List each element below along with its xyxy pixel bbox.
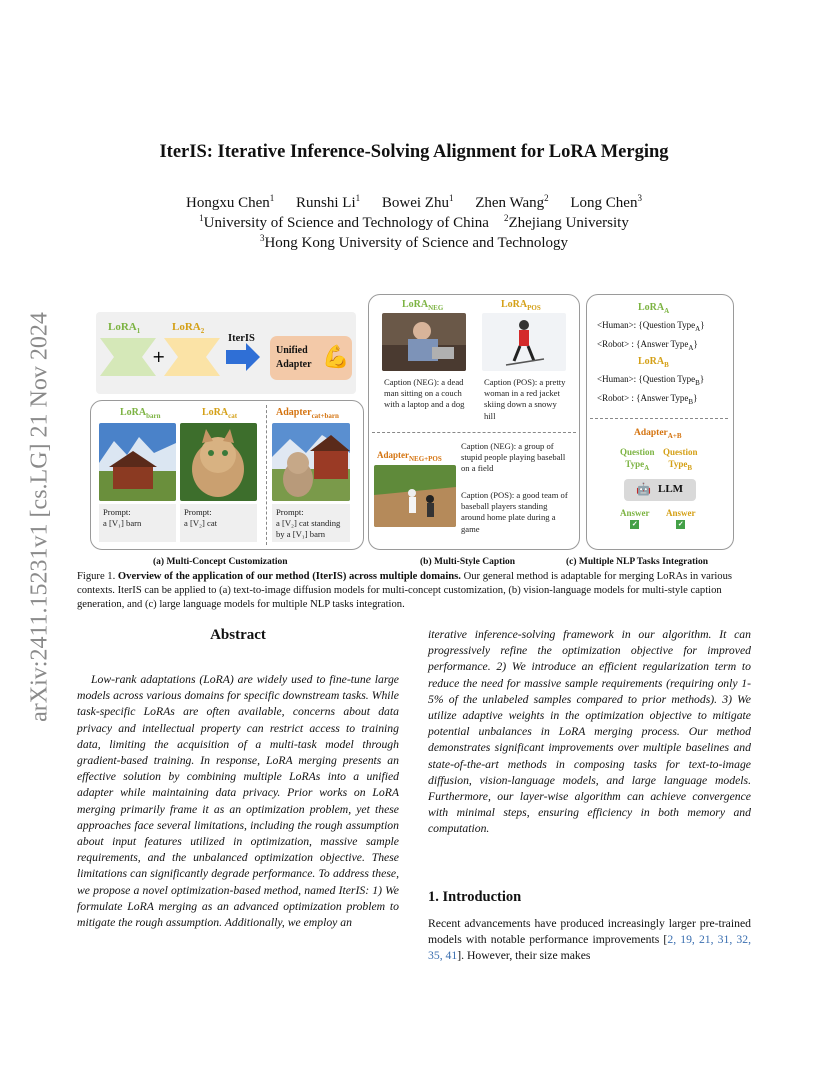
check-icon: ✓	[631, 520, 638, 528]
lora-barn-label: LoRA$_{barn}$	[120, 407, 161, 420]
cat-image	[180, 423, 257, 501]
prompt-cat: Prompt: a [V₂] cat	[180, 504, 257, 542]
unified-adapter-box	[270, 336, 352, 380]
introduction-body: Recent advancements have produced increasingly larger pre-trained models with notable performance improvements [2, 19, 21, 31, 32, 35, 41]. However, their size makes	[428, 917, 752, 963]
abstract-heading: Abstract	[210, 627, 266, 643]
abstract-body: Low-rank adaptations (LoRA) are widely used to fine-tune large models across various domains for specific downstream tasks. While task-specific LoRAs are often available, concerns about data privacy and intellectual property can restrict access to training data, limiting the acquisition of a multi-task model through gradient-based training. In response, LoRA merging presents an effective solution by combining multiple LoRAs into a unified adapter while maintaining data privacy. Prior works on LoRA merging primarily frame it as an optimization problem, yet these approaches face several limitations, including the rough assumption about input features utilized in optimization, massive sample requirements, and the unbalanced optimization objective. These limitations can significantly degrade performance. To address these, we propose a novel optimization-based method, named IterIS: 1) We formulate LoRA merging as an advanced optimization problem to mitigate the rough assumption. Additionally, we employ an	[77, 673, 399, 930]
label-b: (b) Multi-Style Caption	[420, 557, 515, 567]
check-icon: ✓	[677, 520, 684, 528]
paper-title: IterIS: Iterative Inference-Solving Alignment for LoRA Merging	[159, 142, 669, 162]
label-a: (a) Multi-Concept Customization	[153, 557, 288, 567]
section-heading-introduction: 1. Introduction	[428, 889, 522, 905]
human-b-line: <Human>: {Question Type$_B$}	[597, 374, 705, 387]
human-a-line: <Human>: {Question Type$_A$}	[597, 320, 705, 333]
question-a-label: Question Type$_A$	[620, 447, 655, 472]
flexed-arm-icon: 💪	[322, 344, 350, 369]
caption-neg-image: Caption (NEG): a dead man sitting on a couch with a laptop and a dog	[384, 377, 465, 410]
adapter-ab-label: Adapter$_{A+B}$	[634, 428, 682, 440]
lora2-label: LoRA$_2$	[172, 321, 205, 336]
author: Long Chen$^3$	[570, 193, 642, 211]
abstract-continued: iterative inference-solving framework in our algorithm. It can progressively refine the optimization objective for improved performance. 2) We introduce an efficient regularization term to reduce the need for massive sample requirements (requiring only 1-5% of the unlabeled samples compared to prior methods). 3) We utilize adaptive weights in the optimization objective to mitigate potential unbalances in LoRA merging process. Our method demonstrates significant improvements over multiple baselines and state-of-the-art methods in composing tasks for text-to-image diffusion, vision-language models, and large language models. Furthermore, our layer-wise algorithm can achieve convergence with minimal steps, ensuring efficiency in both memory and computation.	[428, 628, 751, 836]
iteris-label: IterIS	[228, 333, 255, 344]
divider	[372, 432, 576, 433]
divider	[266, 405, 267, 545]
llm-label: LLM	[658, 483, 684, 495]
lora-cat-label: LoRA$_{cat}$	[202, 407, 238, 420]
caption-neg-merged: Caption (NEG): a group of stupid people playing baseball on a field	[461, 441, 566, 474]
caption-pos-merged: Caption (POS): a good team of baseball players standing around home plate during a game	[461, 490, 568, 534]
man-couch-image	[382, 313, 466, 371]
svg-text:+: +	[152, 347, 166, 366]
llm-box	[624, 479, 696, 501]
lora-a-label: LoRA$_A$	[638, 302, 670, 315]
caption-pos-image: Caption (POS): a pretty woman in a red jacket skiing down a snowy hill	[484, 377, 566, 421]
author: Zhen Wang$^2$	[475, 193, 549, 211]
prompt-cat-barn: Prompt: a [V₂] cat standing by a [V₁] barn	[272, 504, 350, 542]
question-b-label: Question Type$_B$	[663, 447, 698, 472]
divider	[590, 418, 728, 419]
unified-adapter-label: Unified Adapter	[276, 345, 312, 370]
lora-neg-label: LoRA$_{NEG}$	[402, 299, 444, 312]
prompt-barn: Prompt: a [V₁] barn	[99, 504, 176, 542]
cat-barn-image	[272, 423, 350, 501]
robot-icon: 🤖	[636, 482, 651, 496]
robot-a-line: <Robot> : {Answer Type$_A$}	[597, 339, 698, 352]
figure-caption: Figure 1. Overview of the application of our method (IterIS) across multiple domains. Our general method is adaptable for merging LoRAs in various contexts. IterIS can be applied to (a) text-to-image diffusion models for multi-concept customization, (b) vision-language models for multi-style caption generation, and (c) large language models for multiple NLP tasks integration.	[77, 571, 733, 610]
author: Runshi Li$^1$	[296, 193, 361, 211]
lora-b-label: LoRA$_B$	[638, 356, 669, 369]
skier-image	[482, 313, 566, 371]
author: Hongxu Chen$^1$	[186, 193, 275, 211]
author: Bowei Zhu$^1$	[381, 193, 454, 211]
affiliations-line-2: $^3$Hong Kong University of Science and Technology	[259, 233, 569, 251]
affiliations-line-1: $^1$University of Science and Technology of China $^2$Zhejiang University	[199, 213, 629, 231]
adapter-catbarn-label: Adapter$_{cat+barn}$	[276, 407, 339, 420]
lora1-label: LoRA$_1$	[108, 321, 141, 336]
barn-image	[99, 423, 176, 501]
citation-link[interactable]: 2, 19, 21, 31, 32, 35, 41	[428, 933, 752, 963]
baseball-image	[374, 465, 456, 527]
label-c: (c) Multiple NLP Tasks Integration	[566, 557, 708, 567]
lora-pos-label: LoRA$_{POS}$	[501, 299, 541, 312]
arxiv-id: arXiv:2411.15231v1 [cs.LG] 21 Nov 2024	[26, 312, 53, 722]
robot-b-line: <Robot> : {Answer Type$_B$}	[597, 393, 698, 406]
answer-a-label: Answer ✓	[620, 508, 650, 528]
adapter-negpos-label: Adapter$_{NEG+POS}$	[377, 450, 442, 463]
answer-b-label: Answer ✓	[666, 508, 696, 528]
